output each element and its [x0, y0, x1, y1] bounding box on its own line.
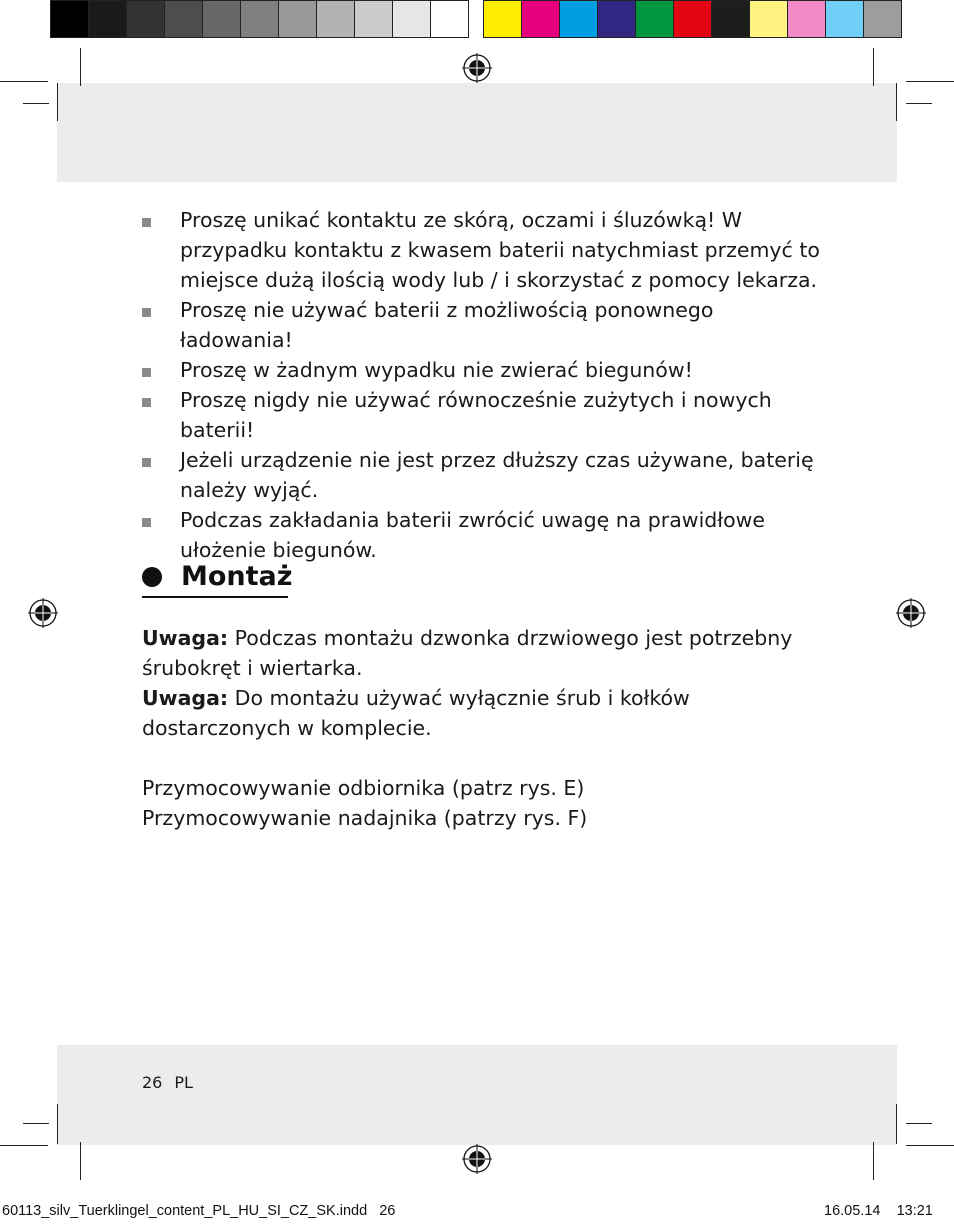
crop-mark — [0, 1145, 48, 1146]
list-item — [142, 505, 822, 565]
crop-mark — [896, 1104, 897, 1144]
bullet-square-icon — [142, 398, 151, 407]
crop-mark — [57, 83, 58, 121]
color-swatch — [354, 0, 393, 38]
crop-mark — [23, 1123, 49, 1124]
color-swatch — [749, 0, 788, 38]
note-text: Podczas montażu dzwonka drzwiowego jest potrzebny śrubokręt i wiertarka. — [142, 626, 793, 680]
color-swatch — [521, 0, 560, 38]
note — [142, 623, 822, 683]
color-swatch — [316, 0, 355, 38]
color-swatch — [50, 0, 89, 38]
crop-mark — [23, 103, 49, 104]
section-title: Montaż — [181, 561, 293, 592]
crop-mark — [906, 103, 932, 104]
color-swatch — [825, 0, 864, 38]
crop-mark — [0, 81, 48, 82]
slug-time: 13:21 — [896, 1203, 933, 1219]
mounting-step: Przymocowywanie nadajnika (patrzy rys. F) — [142, 806, 588, 830]
crop-mark — [80, 48, 81, 86]
list-item — [142, 385, 822, 445]
crop-mark — [80, 1142, 81, 1180]
bullet-square-icon — [142, 368, 151, 377]
crop-mark — [906, 81, 954, 82]
registration-mark-icon — [896, 598, 926, 628]
heading-dot-icon — [142, 567, 162, 587]
crop-mark — [873, 48, 874, 86]
grayscale-color-bar — [50, 0, 468, 40]
list-item-text: Proszę nigdy nie używać równocześnie zużytych i nowych baterii! — [180, 388, 772, 442]
list-item — [142, 445, 822, 505]
notes-block — [142, 623, 822, 743]
header-panel — [57, 83, 897, 182]
heading-underline — [142, 596, 288, 598]
list-item-text: Proszę nie używać baterii z możliwością ponownego ładowania! — [180, 298, 714, 352]
slug-filename: 60113_silv_Tuerklingel_content_PL_HU_SI_CZ_SK.indd 26 — [2, 1203, 396, 1219]
page-language: PL — [174, 1073, 193, 1092]
battery-safety-list — [142, 205, 822, 565]
color-swatch — [787, 0, 826, 38]
color-swatch — [202, 0, 241, 38]
bullet-square-icon — [142, 308, 151, 317]
footer-panel — [57, 1045, 897, 1145]
process-color-bar — [483, 0, 901, 40]
slug-date: 16.05.14 — [824, 1203, 881, 1219]
registration-mark-icon — [28, 598, 58, 628]
section-heading — [142, 560, 292, 594]
mounting-step: Przymocowywanie odbiornika (patrz rys. E) — [142, 776, 585, 800]
color-swatch — [597, 0, 636, 38]
list-item-text: Proszę w żadnym wypadku nie zwierać biegunów! — [180, 358, 693, 382]
crop-mark — [873, 1142, 874, 1180]
list-item — [142, 205, 822, 295]
slug-datetime — [824, 1202, 933, 1220]
crop-mark — [906, 1123, 932, 1124]
color-swatch — [635, 0, 674, 38]
bullet-square-icon — [142, 518, 151, 527]
note — [142, 683, 822, 743]
crop-mark — [906, 1145, 954, 1146]
color-swatch — [392, 0, 431, 38]
color-swatch — [240, 0, 279, 38]
list-item — [142, 295, 822, 355]
list-item — [142, 355, 822, 385]
note-label: Uwaga: — [142, 686, 229, 710]
page-footer — [142, 1073, 205, 1093]
color-swatch — [483, 0, 522, 38]
color-swatch — [126, 0, 165, 38]
mounting-steps — [142, 773, 822, 833]
color-swatch — [430, 0, 469, 38]
bullet-square-icon — [142, 218, 151, 227]
crop-mark — [57, 1104, 58, 1144]
list-item-text: Proszę unikać kontaktu ze skórą, oczami i śluzówką! W przypadku kontaktu z kwasem baterii natychmiast przemyć to miejsce dużą ilością wody lub / i skorzystać z pomocy lekarza. — [180, 208, 820, 292]
color-swatch — [863, 0, 902, 38]
registration-mark-icon — [462, 53, 492, 83]
color-swatch — [88, 0, 127, 38]
note-label: Uwaga: — [142, 626, 229, 650]
color-swatch — [673, 0, 712, 38]
color-swatch — [711, 0, 750, 38]
list-item-text: Podczas zakładania baterii zwrócić uwagę na prawidłowe ułożenie biegunów. — [180, 508, 766, 562]
note-text: Do montażu używać wyłącznie śrub i kołków dostarczonych w komplecie. — [142, 686, 690, 740]
color-swatch — [164, 0, 203, 38]
color-swatch — [559, 0, 598, 38]
list-item-text: Jeżeli urządzenie nie jest przez dłuższy czas używane, baterię należy wyjąć. — [180, 448, 814, 502]
crop-mark — [896, 83, 897, 121]
page-number: 26 — [142, 1073, 163, 1092]
bullet-square-icon — [142, 458, 151, 467]
registration-mark-icon — [462, 1144, 492, 1174]
color-swatch — [278, 0, 317, 38]
